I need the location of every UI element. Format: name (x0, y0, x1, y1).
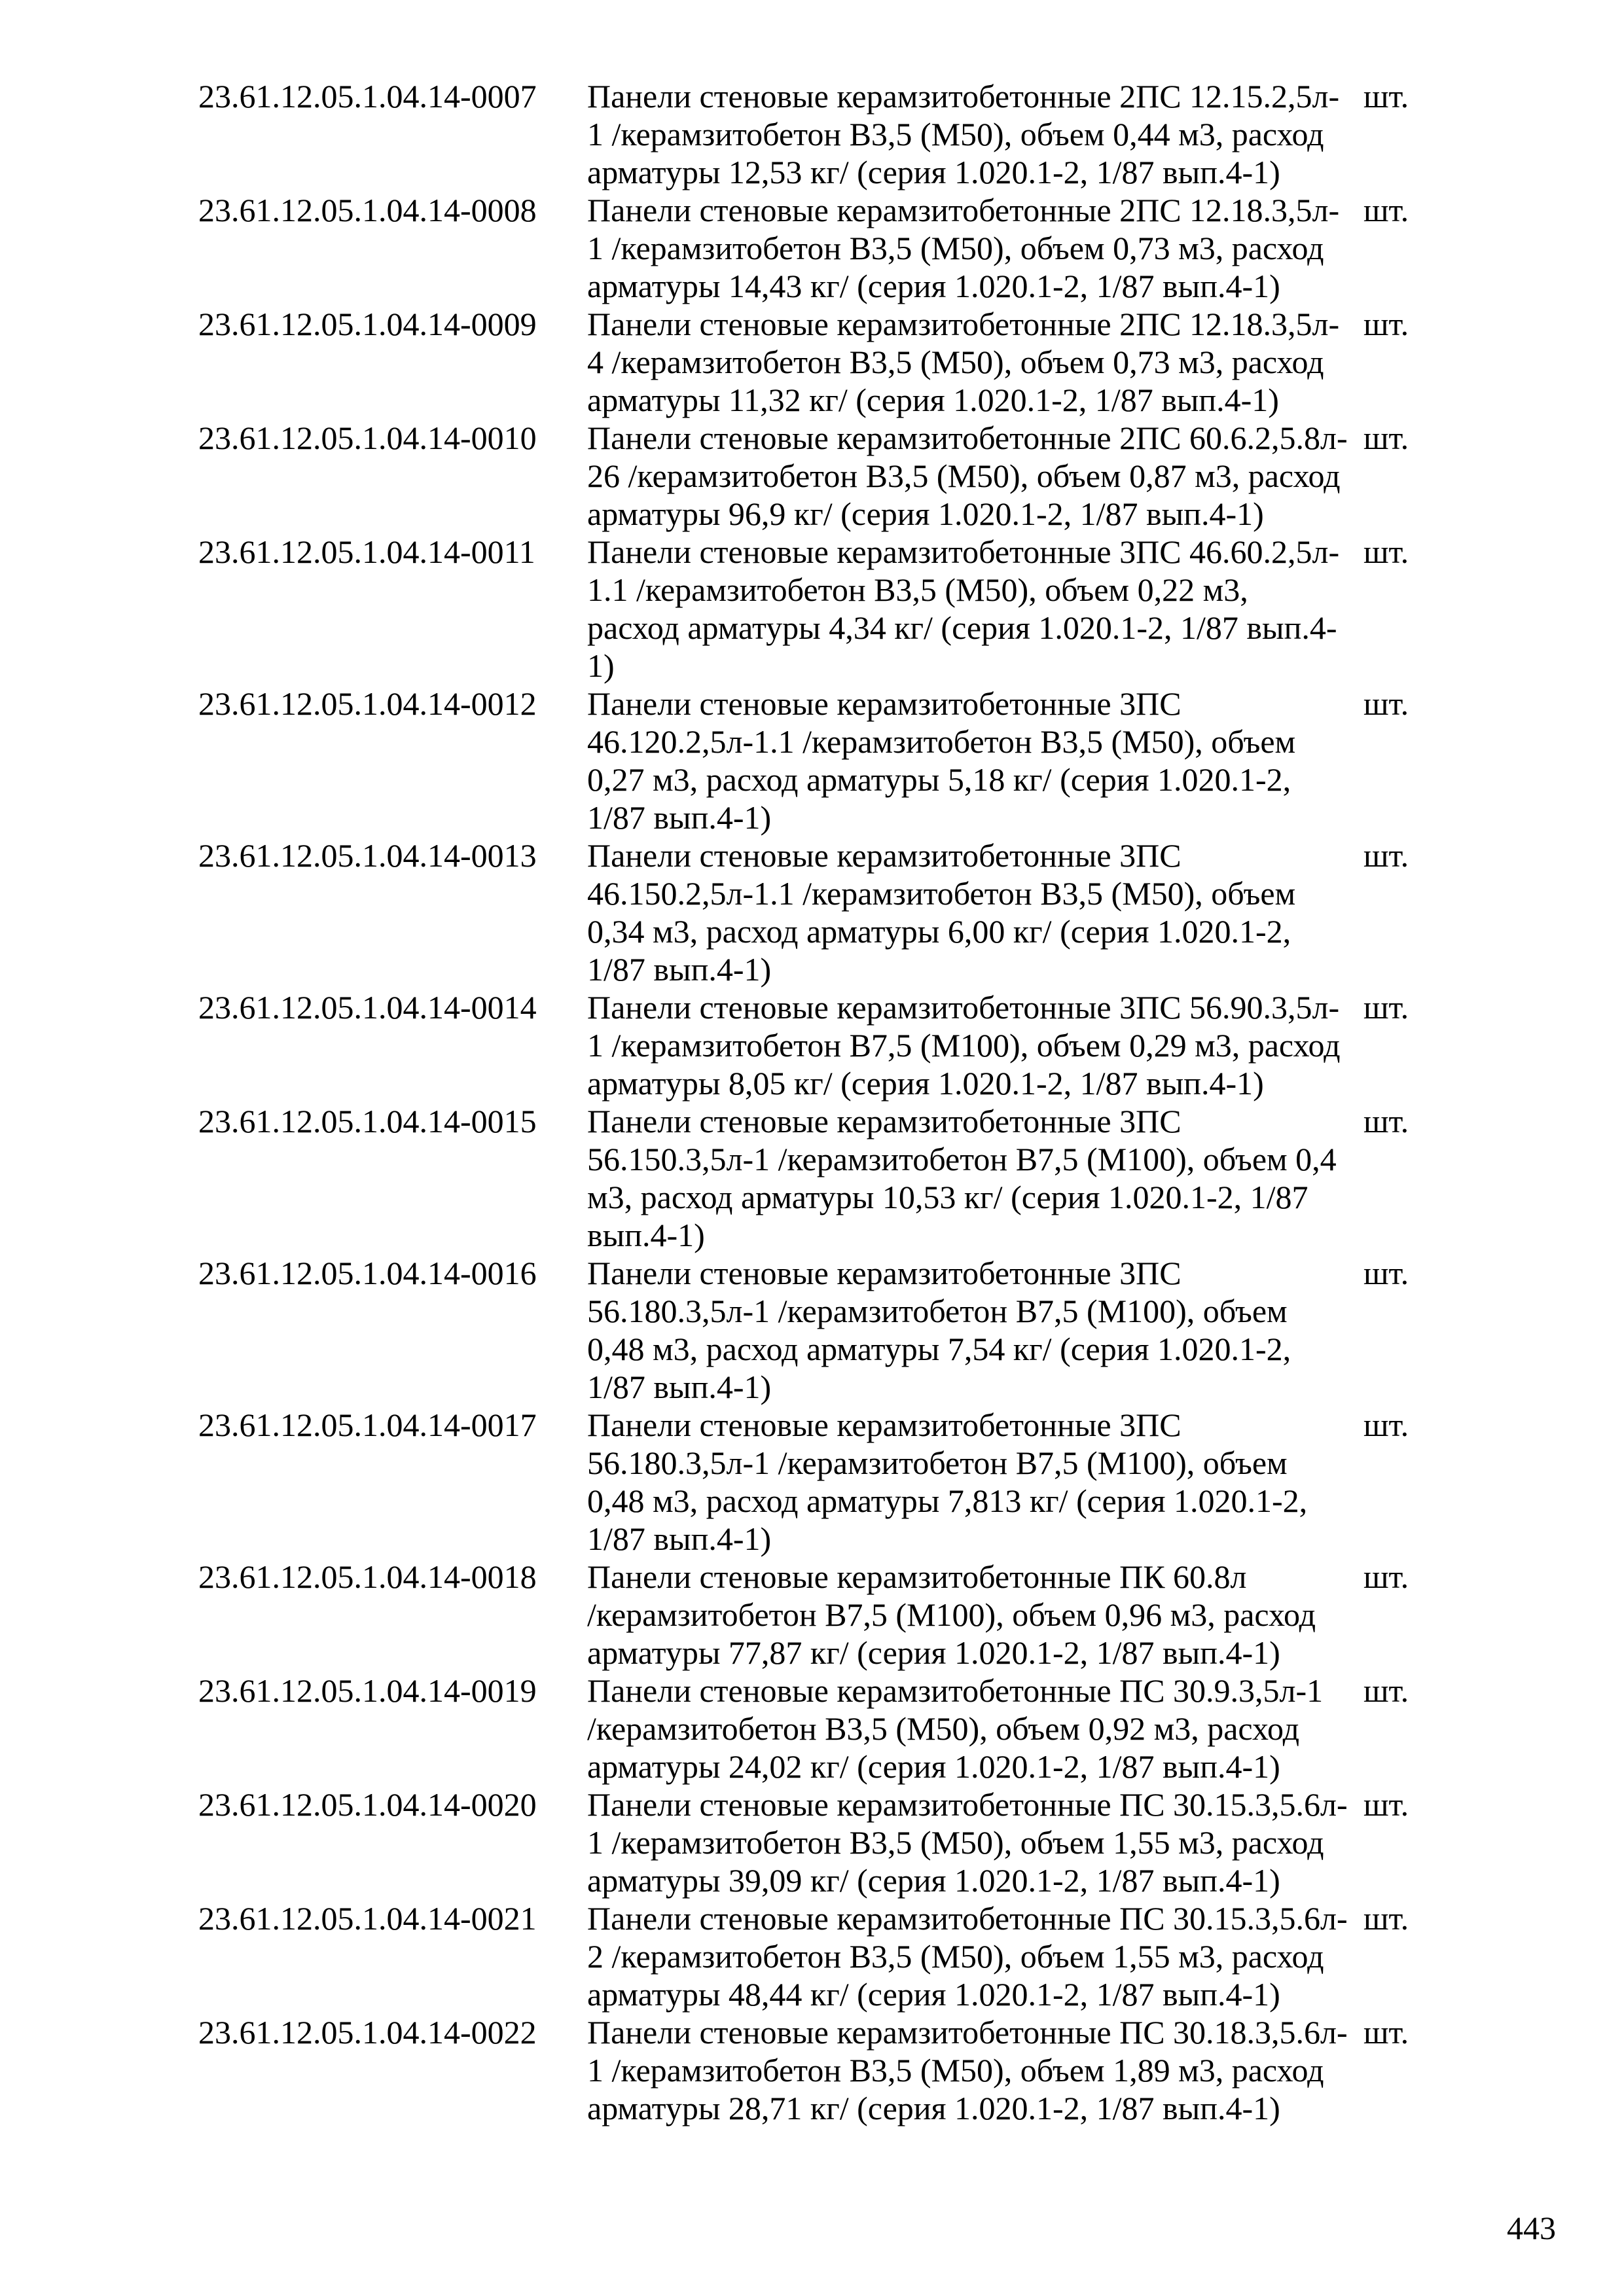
resource-description (587, 533, 1358, 685)
resource-code: 23.61.12.05.1.04.14-0012 (198, 685, 537, 722)
resource-description (587, 1672, 1358, 1785)
description-line: м3, расход арматуры 10,53 кг/ (серия 1.020.1-2, 1/87 (587, 1179, 1308, 1215)
resource-description (587, 1254, 1358, 1406)
unit-of-measure: шт. (1363, 306, 1409, 342)
description-line: 1/87 вып.4-1) (587, 1520, 772, 1557)
table-row (198, 1102, 1442, 1254)
description-line: арматуры 96,9 кг/ (серия 1.020.1-2, 1/87 вып.4-1) (587, 495, 1264, 532)
unit-of-measure: шт. (1363, 1672, 1409, 1709)
resource-description (587, 191, 1358, 305)
resource-description (587, 1785, 1358, 1899)
description-line: Панели стеновые керамзитобетонные 3ПС (587, 837, 1182, 874)
unit-of-measure: шт. (1363, 192, 1409, 228)
description-line: Панели стеновые керамзитобетонные 3ПС (587, 1103, 1182, 1139)
description-line: 46.150.2,5л-1.1 /керамзитобетон В3,5 (М50), объем (587, 875, 1296, 912)
description-line: Панели стеновые керамзитобетонные ПС 30.15.3,5.6л- (587, 1900, 1348, 1937)
unit-of-measure: шт. (1363, 1103, 1409, 1139)
table-row (198, 77, 1442, 191)
description-line: 0,48 м3, расход арматуры 7,813 кг/ (серия 1.020.1-2, (587, 1482, 1308, 1519)
unit-of-measure: шт. (1363, 420, 1409, 456)
description-line: арматуры 39,09 кг/ (серия 1.020.1-2, 1/87 вып.4-1) (587, 1862, 1280, 1899)
description-line: 56.150.3,5л-1 /керамзитобетон В7,5 (М100), объем 0,4 (587, 1141, 1337, 1177)
description-line: /керамзитобетон В7,5 (М100), объем 0,96 м3, расход (587, 1596, 1316, 1633)
unit-of-measure: шт. (1363, 1900, 1409, 1937)
resource-code: 23.61.12.05.1.04.14-0007 (198, 78, 537, 115)
unit-of-measure: шт. (1363, 1407, 1409, 1443)
table-row (198, 2013, 1442, 2127)
resource-code: 23.61.12.05.1.04.14-0021 (198, 1900, 537, 1937)
description-line: Панели стеновые керамзитобетонные ПС 30.18.3,5.6л- (587, 2014, 1348, 2051)
description-line: Панели стеновые керамзитобетонные 3ПС (587, 685, 1182, 722)
resource-description (587, 685, 1358, 836)
description-line: Панели стеновые керамзитобетонные 3ПС 46.60.2,5л- (587, 533, 1340, 570)
description-line: арматуры 12,53 кг/ (серия 1.020.1-2, 1/87 вып.4-1) (587, 154, 1280, 190)
description-line: Панели стеновые керамзитобетонные 2ПС 60.6.2,5.8л- (587, 420, 1348, 456)
resource-description (587, 77, 1358, 191)
description-line: арматуры 48,44 кг/ (серия 1.020.1-2, 1/87 вып.4-1) (587, 1976, 1280, 2013)
resource-code: 23.61.12.05.1.04.14-0009 (198, 306, 537, 342)
description-line: 56.180.3,5л-1 /керамзитобетон В7,5 (М100), объем (587, 1444, 1288, 1481)
description-line: 1/87 вып.4-1) (587, 1369, 772, 1405)
description-line: 1 /керамзитобетон В3,5 (М50), объем 0,73 м3, расход (587, 230, 1324, 266)
resource-code: 23.61.12.05.1.04.14-0017 (198, 1407, 537, 1443)
description-line: арматуры 77,87 кг/ (серия 1.020.1-2, 1/87 вып.4-1) (587, 1634, 1280, 1671)
table-row (198, 191, 1442, 305)
description-line: Панели стеновые керамзитобетонные 2ПС 12.18.3,5л- (587, 192, 1340, 228)
description-line: Панели стеновые керамзитобетонные 3ПС (587, 1407, 1182, 1443)
resource-code: 23.61.12.05.1.04.14-0008 (198, 192, 537, 228)
resource-code: 23.61.12.05.1.04.14-0019 (198, 1672, 537, 1709)
resource-code: 23.61.12.05.1.04.14-0018 (198, 1558, 537, 1595)
table-row (198, 1672, 1442, 1785)
resource-description (587, 2013, 1358, 2127)
description-line: вып.4-1) (587, 1217, 705, 1253)
description-line: 4 /керамзитобетон В3,5 (М50), объем 0,73 м3, расход (587, 344, 1324, 380)
resource-description (587, 988, 1358, 1102)
table-row (198, 1558, 1442, 1672)
unit-of-measure: шт. (1363, 989, 1409, 1026)
resource-code: 23.61.12.05.1.04.14-0011 (198, 533, 535, 570)
description-line: 1.1 /керамзитобетон В3,5 (М50), объем 0,22 м3, (587, 571, 1248, 608)
description-line: 0,27 м3, расход арматуры 5,18 кг/ (серия 1.020.1-2, (587, 761, 1291, 798)
description-line: расход арматуры 4,34 кг/ (серия 1.020.1-2, 1/87 вып.4- (587, 609, 1337, 646)
page-number: 443 (1507, 2210, 1556, 2246)
unit-of-measure: шт. (1363, 533, 1409, 570)
resource-description (587, 1102, 1358, 1254)
description-line: Панели стеновые керамзитобетонные 3ПС (587, 1255, 1182, 1291)
description-line: 1) (587, 647, 615, 684)
resource-code: 23.61.12.05.1.04.14-0015 (198, 1103, 537, 1139)
resource-description (587, 305, 1358, 419)
description-line: 1 /керамзитобетон В7,5 (М100), объем 0,29 м3, расход (587, 1027, 1341, 1064)
description-line: 0,34 м3, расход арматуры 6,00 кг/ (серия 1.020.1-2, (587, 913, 1291, 950)
description-line: Панели стеновые керамзитобетонные ПК 60.8л (587, 1558, 1247, 1595)
description-line: Панели стеновые керамзитобетонные 3ПС 56.90.3,5л- (587, 989, 1340, 1026)
table-row (198, 533, 1442, 685)
table-row (198, 1406, 1442, 1558)
description-line: арматуры 8,05 кг/ (серия 1.020.1-2, 1/87 вып.4-1) (587, 1065, 1264, 1102)
unit-of-measure: шт. (1363, 78, 1409, 115)
table-row (198, 419, 1442, 533)
resource-code: 23.61.12.05.1.04.14-0014 (198, 989, 537, 1026)
description-line: арматуры 14,43 кг/ (серия 1.020.1-2, 1/87 вып.4-1) (587, 268, 1280, 304)
description-line: 1 /керамзитобетон В3,5 (М50), объем 1,89 м3, расход (587, 2052, 1324, 2089)
unit-of-measure: шт. (1363, 1786, 1409, 1823)
resource-description (587, 419, 1358, 533)
resource-code: 23.61.12.05.1.04.14-0013 (198, 837, 537, 874)
resource-code: 23.61.12.05.1.04.14-0016 (198, 1255, 537, 1291)
resource-code: 23.61.12.05.1.04.14-0010 (198, 420, 537, 456)
table-row (198, 305, 1442, 419)
table-row (198, 988, 1442, 1102)
description-line: 1 /керамзитобетон В3,5 (М50), объем 0,44 м3, расход (587, 116, 1324, 152)
description-line: арматуры 28,71 кг/ (серия 1.020.1-2, 1/87 вып.4-1) (587, 2090, 1280, 2126)
table-row (198, 836, 1442, 988)
table-row (198, 1254, 1442, 1406)
description-line: 0,48 м3, расход арматуры 7,54 кг/ (серия 1.020.1-2, (587, 1331, 1291, 1367)
description-line: /керамзитобетон В3,5 (М50), объем 0,92 м3, расход (587, 1710, 1300, 1747)
description-line: арматуры 11,32 кг/ (серия 1.020.1-2, 1/87 вып.4-1) (587, 382, 1279, 418)
description-line: 1/87 вып.4-1) (587, 799, 772, 836)
table-row (198, 1785, 1442, 1899)
description-line: Панели стеновые керамзитобетонные 2ПС 12.15.2,5л- (587, 78, 1340, 115)
description-line: 26 /керамзитобетон В3,5 (М50), объем 0,87 м3, расход (587, 457, 1341, 494)
resource-description (587, 836, 1358, 988)
unit-of-measure: шт. (1363, 837, 1409, 874)
unit-of-measure: шт. (1363, 685, 1409, 722)
unit-of-measure: шт. (1363, 2014, 1409, 2051)
description-line: 1/87 вып.4-1) (587, 951, 772, 988)
description-line: 56.180.3,5л-1 /керамзитобетон В7,5 (М100), объем (587, 1293, 1288, 1329)
resource-description (587, 1558, 1358, 1672)
description-line: 1 /керамзитобетон В3,5 (М50), объем 1,55 м3, расход (587, 1824, 1324, 1861)
description-line: Панели стеновые керамзитобетонные ПС 30.9.3,5л-1 (587, 1672, 1324, 1709)
price-list-table (198, 77, 1442, 2127)
resource-description (587, 1406, 1358, 1558)
unit-of-measure: шт. (1363, 1255, 1409, 1291)
description-line: 46.120.2,5л-1.1 /керамзитобетон В3,5 (М50), объем (587, 723, 1296, 760)
table-row (198, 1899, 1442, 2013)
resource-code: 23.61.12.05.1.04.14-0022 (198, 2014, 537, 2051)
description-line: 2 /керамзитобетон В3,5 (М50), объем 1,55 м3, расход (587, 1938, 1324, 1975)
description-line: Панели стеновые керамзитобетонные ПС 30.15.3,5.6л- (587, 1786, 1348, 1823)
table-row (198, 685, 1442, 836)
resource-description (587, 1899, 1358, 2013)
description-line: арматуры 24,02 кг/ (серия 1.020.1-2, 1/87 вып.4-1) (587, 1748, 1280, 1785)
resource-code: 23.61.12.05.1.04.14-0020 (198, 1786, 537, 1823)
unit-of-measure: шт. (1363, 1558, 1409, 1595)
description-line: Панели стеновые керамзитобетонные 2ПС 12.18.3,5л- (587, 306, 1340, 342)
